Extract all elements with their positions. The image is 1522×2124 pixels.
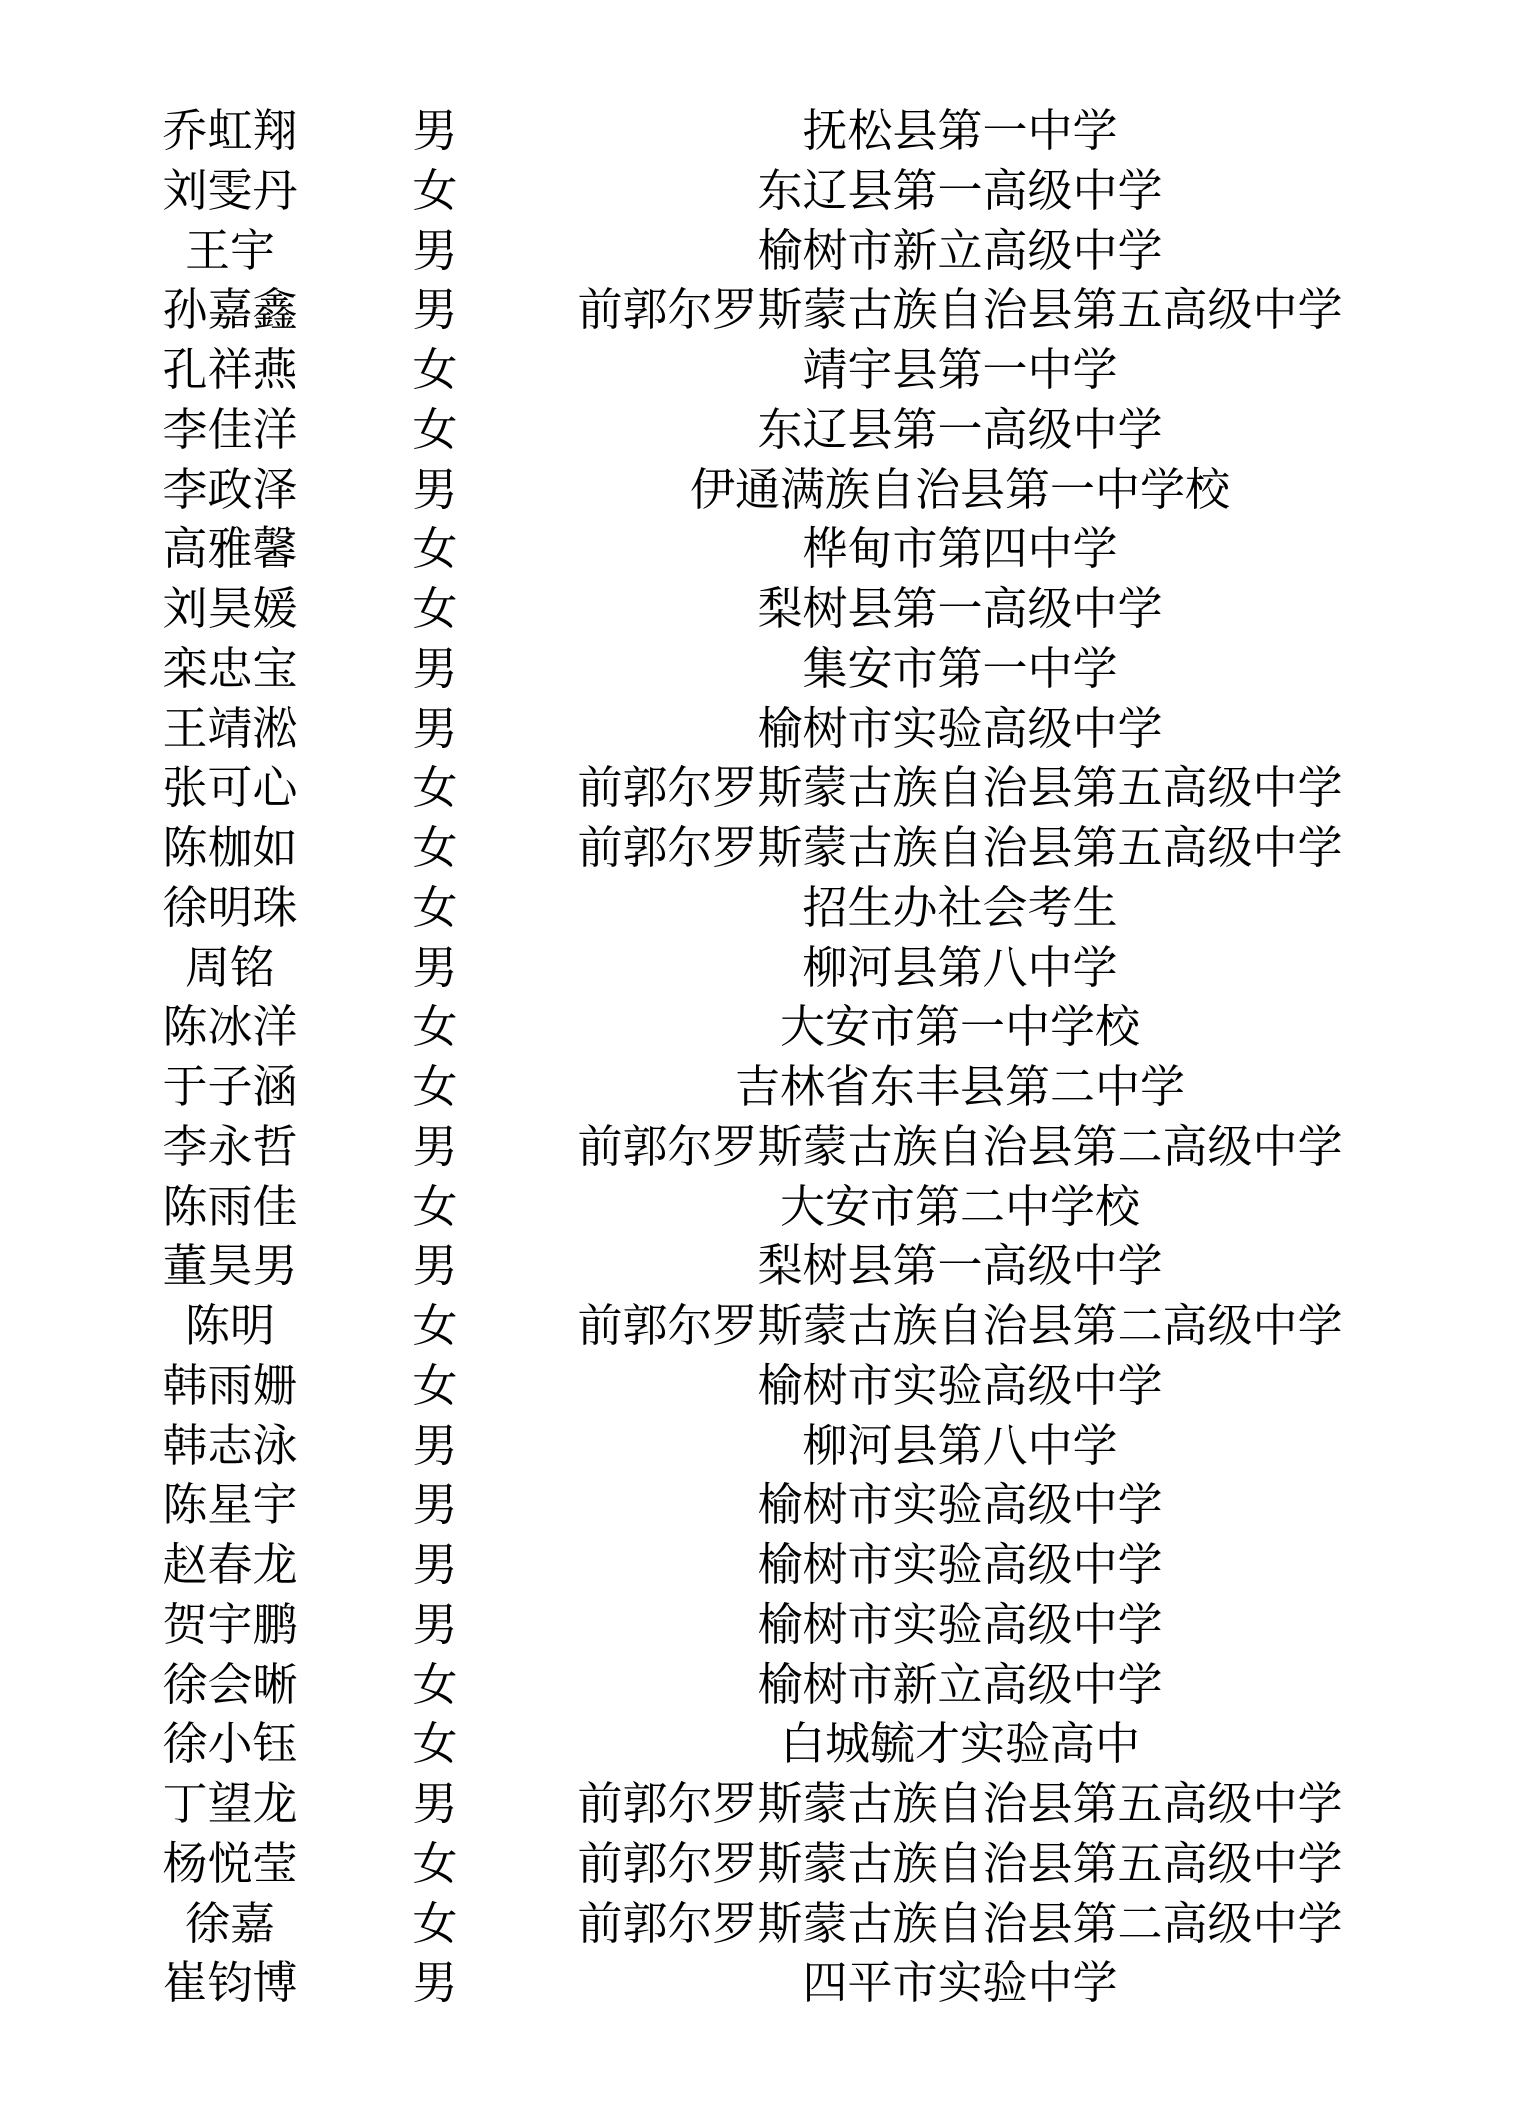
student-name: 王靖淞 <box>162 701 298 755</box>
student-name: 崔钧博 <box>162 1956 298 2010</box>
student-gender: 男 <box>412 1597 458 1651</box>
table-row <box>0 579 1522 639</box>
student-name: 陈星宇 <box>162 1478 298 1532</box>
student-gender: 男 <box>412 223 458 277</box>
student-school: 前郭尔罗斯蒙古族自治县第五高级中学 <box>577 1777 1343 1830</box>
student-gender: 男 <box>412 641 458 695</box>
student-gender: 女 <box>412 1836 458 1890</box>
student-gender: 男 <box>412 1956 458 2010</box>
table-row <box>0 639 1522 699</box>
table-row <box>0 938 1522 998</box>
student-gender: 男 <box>412 462 458 516</box>
student-gender: 男 <box>412 701 458 755</box>
table-row <box>0 1117 1522 1177</box>
student-name: 赵春龙 <box>162 1538 298 1591</box>
student-name: 韩雨姗 <box>162 1358 298 1412</box>
student-school: 梨树县第一高级中学 <box>757 582 1163 635</box>
table-row <box>0 1535 1522 1595</box>
student-gender: 男 <box>412 1239 458 1293</box>
student-gender: 女 <box>412 1000 458 1054</box>
student-school: 靖宇县第一中学 <box>802 343 1118 396</box>
student-school: 梨树县第一高级中学 <box>757 1239 1163 1293</box>
table-row <box>0 758 1522 818</box>
student-gender: 男 <box>412 1478 458 1532</box>
student-name: 贺宇鹏 <box>162 1597 298 1651</box>
student-name: 李永哲 <box>162 1119 298 1173</box>
student-gender: 男 <box>412 1777 458 1830</box>
table-row <box>0 1834 1522 1894</box>
student-name: 乔虹翔 <box>162 104 298 157</box>
student-name: 董昊男 <box>162 1239 298 1293</box>
student-school: 东辽县第一高级中学 <box>757 402 1163 456</box>
student-school: 抚松县第一中学 <box>802 104 1118 157</box>
student-school: 榆树市新立高级中学 <box>757 1657 1163 1711</box>
student-name: 栾忠宝 <box>162 641 298 695</box>
student-gender: 男 <box>412 1418 458 1472</box>
student-gender: 女 <box>412 1179 458 1233</box>
student-school: 伊通满族自治县第一中学校 <box>689 462 1230 516</box>
student-gender: 女 <box>412 761 458 815</box>
student-name: 韩志泳 <box>162 1418 298 1472</box>
student-school: 招生办社会考生 <box>802 880 1118 934</box>
student-name: 张可心 <box>162 761 298 815</box>
table-row <box>0 1236 1522 1296</box>
student-name: 刘昊媛 <box>162 582 298 635</box>
student-school: 前郭尔罗斯蒙古族自治县第五高级中学 <box>577 1836 1343 1890</box>
table-row <box>0 221 1522 281</box>
student-gender: 女 <box>412 1896 458 1950</box>
table-row <box>0 818 1522 878</box>
student-name: 高雅馨 <box>162 522 298 576</box>
student-school: 吉林省东丰县第二中学 <box>734 1060 1185 1113</box>
student-name: 徐明珠 <box>162 880 298 934</box>
student-gender: 女 <box>412 522 458 576</box>
table-row <box>0 1177 1522 1237</box>
student-name: 刘雯丹 <box>162 163 298 217</box>
student-gender: 女 <box>412 1657 458 1711</box>
student-gender: 男 <box>412 940 458 994</box>
student-gender: 女 <box>412 343 458 396</box>
table-row <box>0 699 1522 759</box>
student-gender: 女 <box>412 582 458 635</box>
student-name: 李佳洋 <box>162 402 298 456</box>
student-name: 徐会晰 <box>162 1657 298 1711</box>
student-name: 于子涵 <box>162 1060 298 1113</box>
table-row <box>0 1057 1522 1117</box>
student-school: 桦甸市第四中学 <box>802 522 1118 576</box>
table-row <box>0 1475 1522 1535</box>
student-name: 王宇 <box>184 223 275 277</box>
student-gender: 男 <box>412 1538 458 1591</box>
student-gender: 女 <box>412 1717 458 1771</box>
student-school: 前郭尔罗斯蒙古族自治县第五高级中学 <box>577 821 1343 874</box>
table-row <box>0 1595 1522 1655</box>
table-row <box>0 280 1522 340</box>
table-row <box>0 1894 1522 1954</box>
student-school: 榆树市实验高级中学 <box>757 1538 1163 1591</box>
student-school: 集安市第一中学 <box>802 641 1118 695</box>
table-row <box>0 1296 1522 1356</box>
table-row <box>0 519 1522 579</box>
table-row <box>0 101 1522 161</box>
student-school: 榆树市实验高级中学 <box>757 1478 1163 1532</box>
table-row <box>0 400 1522 460</box>
table-row <box>0 340 1522 400</box>
student-gender: 女 <box>412 163 458 217</box>
student-school: 前郭尔罗斯蒙古族自治县第五高级中学 <box>577 283 1343 337</box>
table-row <box>0 1655 1522 1715</box>
student-gender: 男 <box>412 1119 458 1173</box>
table-row <box>0 1714 1522 1774</box>
table-row <box>0 1953 1522 2013</box>
table-row <box>0 161 1522 221</box>
student-school: 柳河县第八中学 <box>802 940 1118 994</box>
student-name: 李政泽 <box>162 462 298 516</box>
student-school: 前郭尔罗斯蒙古族自治县第二高级中学 <box>577 1299 1343 1352</box>
table-row <box>0 1356 1522 1416</box>
student-gender: 女 <box>412 1060 458 1113</box>
student-school: 大安市第二中学校 <box>779 1179 1140 1233</box>
student-list <box>0 101 1522 2013</box>
student-school: 榆树市实验高级中学 <box>757 701 1163 755</box>
student-school: 榆树市新立高级中学 <box>757 223 1163 277</box>
student-school: 榆树市实验高级中学 <box>757 1358 1163 1412</box>
student-gender: 男 <box>412 283 458 337</box>
student-gender: 女 <box>412 1358 458 1412</box>
table-row <box>0 460 1522 520</box>
student-school: 前郭尔罗斯蒙古族自治县第二高级中学 <box>577 1119 1343 1173</box>
student-school: 榆树市实验高级中学 <box>757 1597 1163 1651</box>
student-gender: 女 <box>412 402 458 456</box>
student-name: 杨悦莹 <box>162 1836 298 1890</box>
student-gender: 女 <box>412 880 458 934</box>
student-school: 前郭尔罗斯蒙古族自治县第二高级中学 <box>577 1896 1343 1950</box>
student-name: 陈冰洋 <box>162 1000 298 1054</box>
student-name: 孔祥燕 <box>162 343 298 396</box>
student-gender: 女 <box>412 1299 458 1352</box>
student-name: 陈雨佳 <box>162 1179 298 1233</box>
student-name: 陈明 <box>184 1299 275 1352</box>
student-name: 周铭 <box>184 940 275 994</box>
student-school: 柳河县第八中学 <box>802 1418 1118 1472</box>
table-row <box>0 1416 1522 1476</box>
table-row <box>0 878 1522 938</box>
table-row <box>0 1774 1522 1834</box>
student-gender: 女 <box>412 821 458 874</box>
student-school: 东辽县第一高级中学 <box>757 163 1163 217</box>
student-name: 孙嘉鑫 <box>162 283 298 337</box>
student-name: 徐小钰 <box>162 1717 298 1771</box>
student-gender: 男 <box>412 104 458 157</box>
student-name: 丁望龙 <box>162 1777 298 1830</box>
student-name: 陈枷如 <box>162 821 298 874</box>
student-name: 徐嘉 <box>184 1896 275 1950</box>
student-school: 大安市第一中学校 <box>779 1000 1140 1054</box>
student-school: 前郭尔罗斯蒙古族自治县第五高级中学 <box>577 761 1343 815</box>
table-row <box>0 997 1522 1057</box>
student-school: 四平市实验中学 <box>802 1956 1118 2010</box>
student-school: 白城毓才实验高中 <box>779 1717 1140 1771</box>
